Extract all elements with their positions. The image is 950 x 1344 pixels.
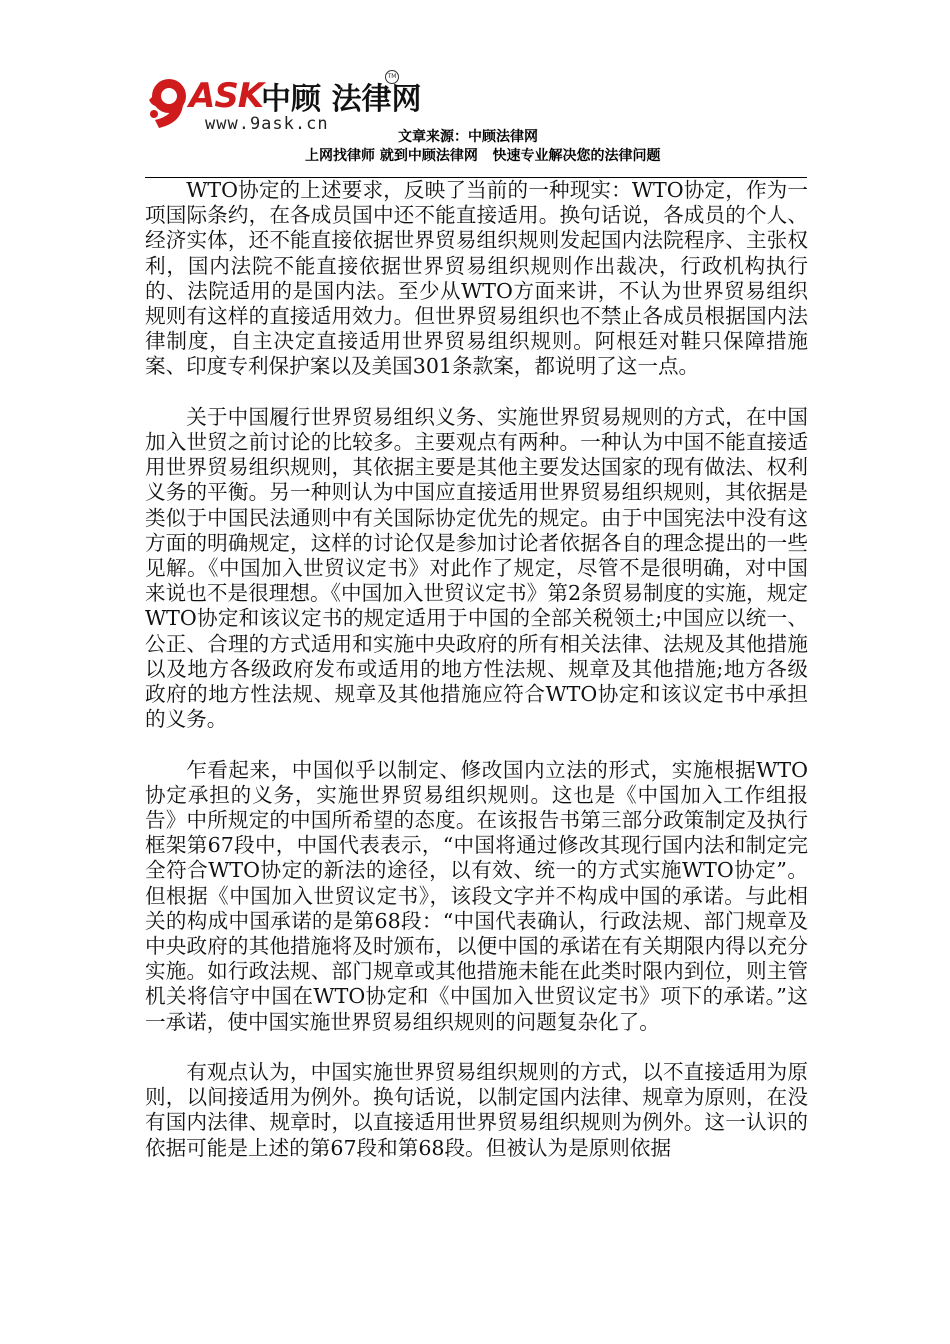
paragraph-2: 关于中国履行世界贸易组织义务、实施世界贸易规则的方式，在中国加入世贸之前讨论的比较多。主要观点有两种。一种认为中国不能直接适用世界贸易组织规则，其依据主要是其他主要发达国家的现有做法、权利义务的平衡。另一种则认为中国应直接适用世界贸易组织规则，其依据是类似于中国民法通则中有关国际协定优先的规定。由于中国宪法中没有这方面的明确规定，这样的讨论仅是参加讨论者依据各自的理念提出的一些见解。《中国加入世贸议定书》对此作了规定，尽管不是很明确，对中国来说也不是很理想。《中国加入世贸议定书》第2条贸易制度的实施，规定WTO协定和该议定书的规定适用于中国的全部关税领土;中国应以统一、公正、合理的方式适用和实施中央政府的所有相关法律、法规及其他措施以及地方各级政府发布或适用的地方性法规、规章及其他措施;地方各级政府的地方性法规、规章及其他措施应符合WTO协定和该议定书中承担的义务。 [145, 404, 808, 732]
logo-brand-text: 中顾 法律网 [261, 82, 422, 117]
paragraph-4: 有观点认为，中国实施世界贸易组织规则的方式，以不直接适用为原则，以间接适用为例外。换句话说，以制定国内法律、规章为原则，在没有国内法律、规章时，以直接适用世界贸易组织规则为例外。这一认识的依据可能是上述的第67段和第68段。但被认为是原则依据 [145, 1060, 808, 1160]
logo-url[interactable]: www.9ask.cn [205, 114, 329, 134]
paragraph-1: WTO协定的上述要求，反映了当前的一种现实：WTO协定，作为一项国际条约，在各成员国中还不能直接适用。换句话说，各成员的个人、经济实体，还不能直接依据世界贸易组织规则发起国内法院程序、主张权利，国内法院不能直接依据世界贸易组织规则作出裁决，行政机构执行的、法院适用的是国内法。至少从WTO方面来讲，不认为世界贸易组织规则有这样的直接适用效力。但世界贸易组织也不禁止各成员根据国内法律制度，自主决定直接适用世界贸易组织规则。阿根廷对鞋只保障措施案、印度专利保护案以及美国301条款案，都说明了这一点。 [145, 178, 808, 379]
logo-ask-text: ASK [189, 76, 264, 116]
site-slogan: 上网找律师 就到中顾法律网 快速专业解决您的法律问题 [305, 148, 661, 164]
article-source: 文章来源：中顾法律网 [398, 129, 538, 145]
paragraph-3: 乍看起来，中国似乎以制定、修改国内立法的形式，实施根据WTO协定承担的义务，实施世界贸易组织规则。这也是《中国加入工作组报告》中所规定的中国所希望的态度。在该报告书第三部分政策制定及执行框架第67段中，中国代表表示，“中国将通过修改其现行国内法和制定完全符合WTO协定的新法的途径，以有效、统一的方式实施WTO协定”。但根据《中国加入世贸议定书》，该段文字并不构成中国的承诺。与此相关的构成中国承诺的是第68段：“中国代表确认，行政法规、部门规章及中央政府的其他措施将及时颁布，以便中国的承诺在有关期限内得以充分实施。如行政法规、部门规章或其他措施未能在此类时限内到位，则主管机关将信守中国在WTO协定和《中国加入世贸议定书》项下的承诺。”这一承诺，使中国实施世界贸易组织规则的问题复杂化了。 [145, 757, 808, 1034]
site-logo[interactable] [145, 70, 422, 140]
article-body [145, 178, 808, 1186]
trademark-icon: TM [385, 70, 399, 84]
